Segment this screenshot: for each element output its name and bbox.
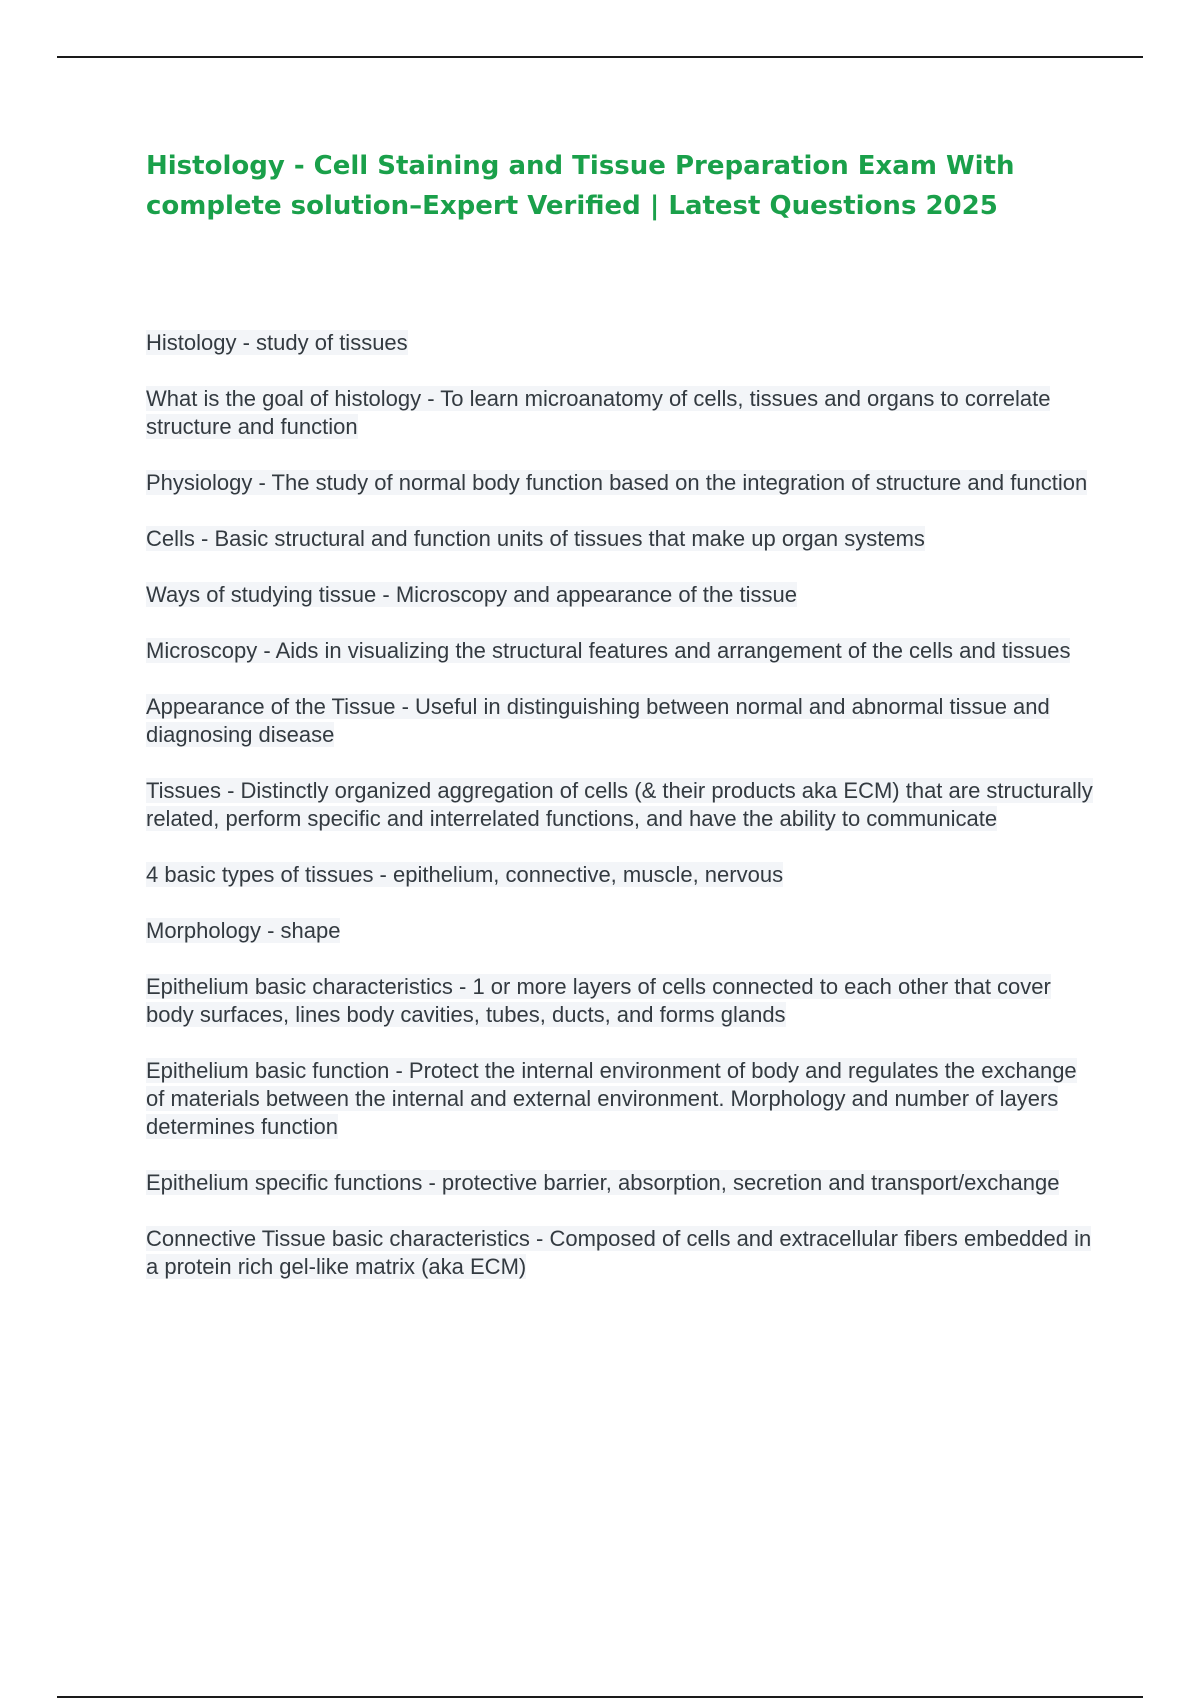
qa-item (146, 329, 1096, 357)
qa-item (146, 973, 1096, 1029)
qa-item (146, 917, 1096, 945)
qa-item (146, 385, 1096, 441)
qa-item-text: Microscopy - Aids in visualizing the structural features and arrangement of the cells and tissues (146, 638, 1071, 663)
qa-list (146, 329, 1096, 1309)
qa-item (146, 1225, 1096, 1281)
qa-item (146, 637, 1096, 665)
qa-item-text: Connective Tissue basic characteristics - Composed of cells and extracellular fibers embedded in a protein rich gel-like matrix (aka ECM) (146, 1226, 1092, 1279)
qa-item-text: Histology - study of tissues (146, 330, 408, 355)
qa-item (146, 1169, 1096, 1197)
qa-item-text: Epithelium basic function - Protect the internal environment of body and regulates the exchange of materials between the internal and external environment. Morphology and number of layers determines function (146, 1058, 1077, 1139)
qa-item (146, 469, 1096, 497)
qa-item-text: Physiology - The study of normal body function based on the integration of structure and function (146, 470, 1088, 495)
qa-item-text: Cells - Basic structural and function units of tissues that make up organ systems (146, 526, 925, 551)
qa-item-text: Epithelium basic characteristics - 1 or more layers of cells connected to each other that cover body surfaces, lines body cavities, tubes, ducts, and forms glands (146, 974, 1051, 1027)
qa-item-text: What is the goal of histology - To learn microanatomy of cells, tissues and organs to correlate structure and function (146, 386, 1051, 439)
qa-item (146, 525, 1096, 553)
qa-item-text: Appearance of the Tissue - Useful in distinguishing between normal and abnormal tissue and diagnosing disease (146, 694, 1050, 747)
qa-item-text: Tissues - Distinctly organized aggregation of cells (& their products aka ECM) that are structurally related, perform specific and interrelated functions, and have the ability to communicate (146, 778, 1093, 831)
qa-item-text: Morphology - shape (146, 918, 341, 943)
document-title: Histology - Cell Staining and Tissue Preparation Exam With complete solution–Expert Verified | Latest Questions 2025 (146, 151, 1015, 221)
top-divider (57, 56, 1143, 58)
qa-item (146, 777, 1096, 833)
qa-item (146, 1057, 1096, 1141)
qa-item-text: 4 basic types of tissues - epithelium, connective, muscle, nervous (146, 862, 784, 887)
qa-item (146, 861, 1096, 889)
qa-item (146, 693, 1096, 749)
qa-item (146, 581, 1096, 609)
bottom-divider (57, 1696, 1143, 1698)
qa-item-text: Ways of studying tissue - Microscopy and appearance of the tissue (146, 582, 797, 607)
qa-item-text: Epithelium specific functions - protective barrier, absorption, secretion and transport/exchange (146, 1170, 1060, 1195)
